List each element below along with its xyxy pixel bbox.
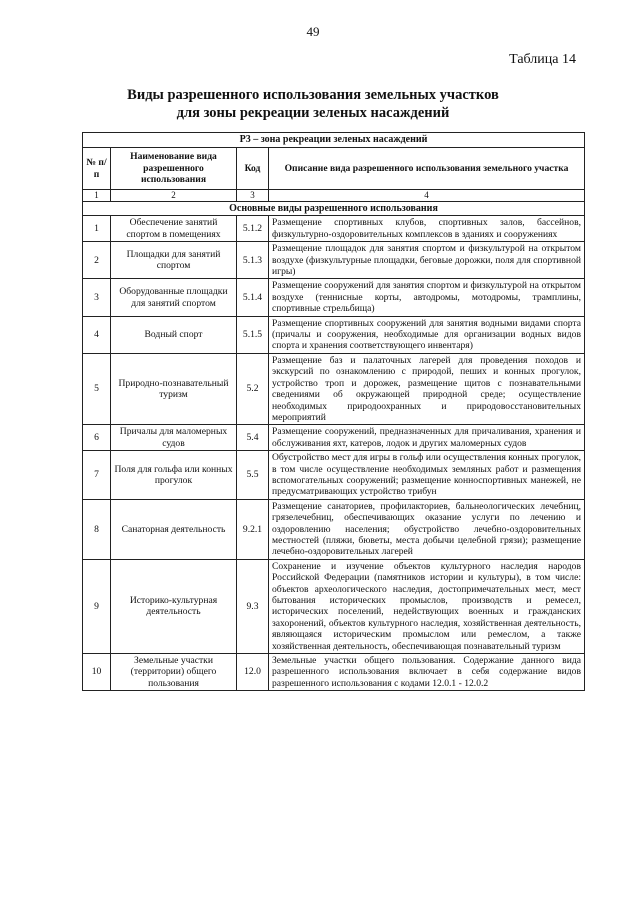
- title-line-2: для зоны рекреации зеленых насаждений: [176, 105, 450, 121]
- cell-name: Водный спорт: [111, 316, 237, 353]
- cell-name: Земельные участки (территории) общего пользования: [111, 654, 237, 691]
- header-name: Наименование вида разрешенного использования: [111, 148, 237, 190]
- header-code: Код: [237, 148, 269, 190]
- cell-desc: Размещение спортивных сооружений для занятия водными видами спорта (причалы и сооружения, необходимые для организации водных видов спорта и хранения соответствующего инвентаря): [269, 316, 585, 353]
- cell-code: 5.1.4: [237, 279, 269, 316]
- cell-num: 2: [83, 242, 111, 279]
- table-row: [83, 353, 585, 424]
- cell-desc: Сохранение и изучение объектов культурного наследия народов Российской Федерации (памятников истории и культуры), в том числе: объектов археологического наследия, достопримечательных мест, мест бытования исторических промыслов, производств и ремесел, исторических поселений, недействующих военных и гражданских захоронений, объектов культурного наследия, хозяйственная деятельность, являющаяся историческим промыслом или ремеслом, а также хозяйственная деятельность, обеспечивающая познавательный туризм: [269, 559, 585, 653]
- document-title: [80, 86, 546, 122]
- cell-code: 5.1.3: [237, 242, 269, 279]
- cell-name: Причалы для маломерных судов: [111, 425, 237, 451]
- column-number-row: [83, 190, 585, 202]
- cell-name: Историко-культурная деятельность: [111, 559, 237, 653]
- cell-desc: Размещение сооружений для занятия спортом и физкультурой на открытом воздухе (теннисные корты, автодромы, мотодромы, трамплины, спортивные стрельбища): [269, 279, 585, 316]
- header-desc: Описание вида разрешенного использования земельного участка: [269, 148, 585, 190]
- section-row: [83, 202, 585, 216]
- cell-desc: Размещение баз и палаточных лагерей для проведения походов и экскурсий по ознакомлению с природой, пеших и конных прогулок, устройство троп и дорожек, размещение щитов с познавательными сведениями об окружающей природной среде; осуществление необходимых природоохранных и природовосстановительных мероприятий: [269, 353, 585, 424]
- cell-code: 12.0: [237, 654, 269, 691]
- land-use-table: [82, 132, 585, 691]
- cell-code: 5.1.5: [237, 316, 269, 353]
- title-line-1: Виды разрешенного использования земельных участков: [127, 87, 499, 103]
- page-number: 49: [306, 24, 320, 39]
- cell-num: 6: [83, 425, 111, 451]
- cell-desc: Земельные участки общего пользования. Содержание данного вида разрешенного использования включает в себя содержание видов разрешенного использования с кодами 12.0.1 - 12.0.2: [269, 654, 585, 691]
- cell-desc: Размещение площадок для занятия спортом и физкультурой на открытом воздухе (физкультурные площадки, беговые дорожки, поля для спортивной игры): [269, 242, 585, 279]
- table-row: [83, 451, 585, 500]
- table-row: [83, 279, 585, 316]
- table-row: [83, 216, 585, 242]
- table-row: [83, 654, 585, 691]
- zone-header-row: [83, 133, 585, 148]
- column-number: 2: [111, 190, 237, 202]
- cell-name: Обеспечение занятий спортом в помещениях: [111, 216, 237, 242]
- cell-num: 4: [83, 316, 111, 353]
- cell-code: 9.3: [237, 559, 269, 653]
- column-number: 4: [269, 190, 585, 202]
- column-header-row: [83, 148, 585, 190]
- cell-num: 7: [83, 451, 111, 500]
- cell-name: Санаторная деятельность: [111, 499, 237, 559]
- cell-num: 1: [83, 216, 111, 242]
- header-num: № п/п: [83, 148, 111, 190]
- cell-desc: Размещение спортивных клубов, спортивных залов, бассейнов, физкультурно-оздоровительных комплексов в зданиях и сооружениях: [269, 216, 585, 242]
- cell-code: 5.1.2: [237, 216, 269, 242]
- cell-code: 5.4: [237, 425, 269, 451]
- table-row: [83, 316, 585, 353]
- column-number: 1: [83, 190, 111, 202]
- cell-code: 5.5: [237, 451, 269, 500]
- cell-name: Площадки для занятий спортом: [111, 242, 237, 279]
- cell-name: Поля для гольфа или конных прогулок: [111, 451, 237, 500]
- cell-code: 9.2.1: [237, 499, 269, 559]
- cell-num: 9: [83, 559, 111, 653]
- cell-num: 3: [83, 279, 111, 316]
- cell-name: Оборудованные площадки для занятий спортом: [111, 279, 237, 316]
- cell-num: 5: [83, 353, 111, 424]
- cell-code: 5.2: [237, 353, 269, 424]
- column-number: 3: [237, 190, 269, 202]
- table-row: [83, 499, 585, 559]
- cell-num: 10: [83, 654, 111, 691]
- cell-desc: Обустройство мест для игры в гольф или осуществления конных прогулок, в том числе осуществление необходимых земляных работ и размещения вспомогательных сооружений; размещение конноспортивных манежей, не предусматривающих устройство трибун: [269, 451, 585, 500]
- table-row: [83, 242, 585, 279]
- table-label: Таблица 14: [509, 52, 576, 67]
- table-row: [83, 425, 585, 451]
- section-header: Основные виды разрешенного использования: [83, 202, 585, 216]
- cell-num: 8: [83, 499, 111, 559]
- zone-header: Р3 – зона рекреации зеленых насаждений: [83, 133, 585, 148]
- cell-name: Природно-познавательный туризм: [111, 353, 237, 424]
- cell-desc: Размещение сооружений, предназначенных для причаливания, хранения и обслуживания яхт, катеров, лодок и других маломерных судов: [269, 425, 585, 451]
- table-row: [83, 559, 585, 653]
- cell-desc: Размещение санаториев, профилакториев, бальнеологических лечебниц, грязелечебниц, обеспечивающих оказание услуги по лечению и оздоровлению населения; обустройство лечебно-оздоровительных местностей (пляжи, бюветы, места добычи целебной грязи); размещение лечебно-оздоровительных лагерей: [269, 499, 585, 559]
